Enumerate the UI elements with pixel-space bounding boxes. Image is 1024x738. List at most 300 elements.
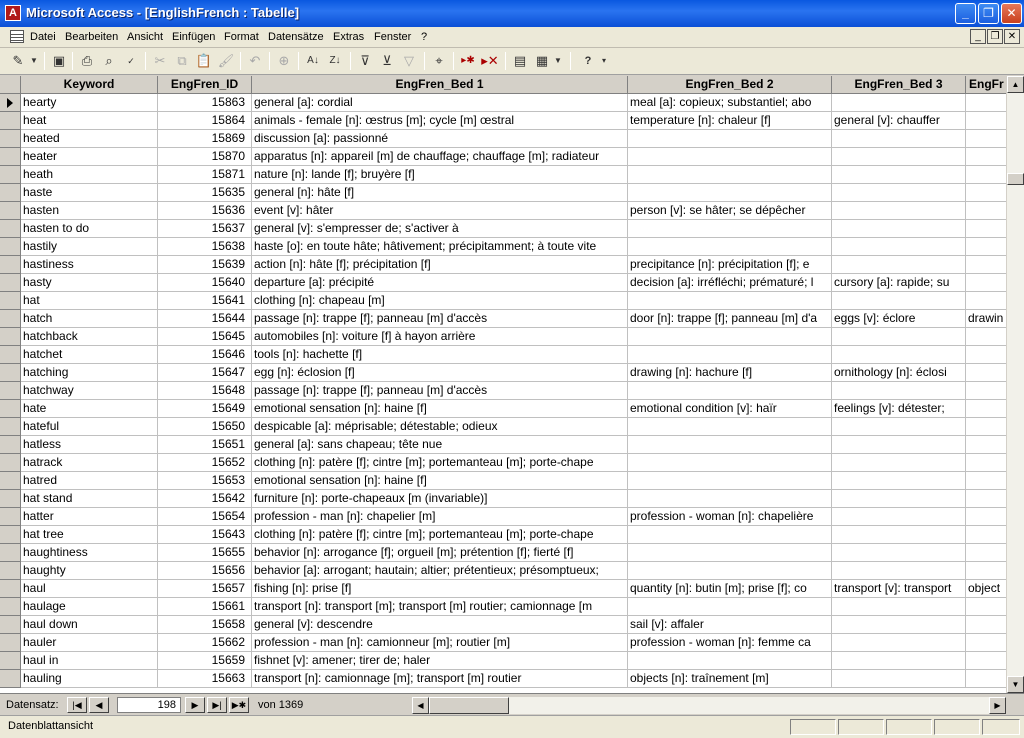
mdi-close-button[interactable]: ✕ <box>1004 29 1020 44</box>
keyword-cell[interactable]: hat <box>21 292 158 310</box>
bed2-cell[interactable] <box>628 544 832 562</box>
table-row[interactable] <box>0 436 1006 454</box>
bed2-cell[interactable] <box>628 562 832 580</box>
table-row[interactable] <box>0 220 1006 238</box>
last-record-button[interactable]: ▶| <box>207 697 227 713</box>
record-selector[interactable] <box>0 256 21 274</box>
bed1-cell[interactable]: nature [n]: lande [f]; bruyère [f] <box>252 166 628 184</box>
id-cell[interactable]: 15871 <box>158 166 252 184</box>
bed1-cell[interactable]: passage [n]: trappe [f]; panneau [m] d'accès <box>252 310 628 328</box>
bed2-cell[interactable] <box>628 184 832 202</box>
bed1-cell[interactable]: discussion [a]: passionné <box>252 130 628 148</box>
bed1-cell[interactable]: general [v]: s'empresser de; s'activer à <box>252 220 628 238</box>
bed1-cell[interactable]: automobiles [n]: voiture [f] à hayon arrière <box>252 328 628 346</box>
table-row[interactable] <box>0 112 1006 130</box>
table-row[interactable] <box>0 166 1006 184</box>
record-selector[interactable] <box>0 508 21 526</box>
bed4-cell[interactable] <box>966 598 1006 616</box>
record-selector[interactable] <box>0 274 21 292</box>
print-icon[interactable]: ⎙ <box>81 53 93 68</box>
table-row[interactable] <box>0 382 1006 400</box>
find-binoculars-icon[interactable]: ⌖ <box>435 53 443 68</box>
record-selector[interactable] <box>0 598 21 616</box>
bed2-cell[interactable] <box>628 490 832 508</box>
table-row[interactable] <box>0 562 1006 580</box>
spelling-icon[interactable]: ✓ <box>127 56 135 66</box>
id-cell[interactable]: 15658 <box>158 616 252 634</box>
id-cell[interactable]: 15654 <box>158 508 252 526</box>
bed1-cell[interactable]: action [n]: hâte [f]; précipitation [f] <box>252 256 628 274</box>
help-icon[interactable]: ? <box>584 55 592 67</box>
menu-bearbeiten[interactable]: Bearbeiten <box>65 31 119 43</box>
record-selector[interactable] <box>0 454 21 472</box>
menu-einfuegen[interactable]: Einfügen <box>172 31 216 43</box>
bed1-cell[interactable]: clothing [n]: patère [f]; cintre [m]; portemanteau [m]; porte-chape <box>252 454 628 472</box>
keyword-cell[interactable]: hatchback <box>21 328 158 346</box>
keyword-cell[interactable]: haste <box>21 184 158 202</box>
record-selector[interactable] <box>0 238 21 256</box>
bed1-cell[interactable]: behavior [n]: arrogance [f]; orgueil [m]; prétention [f]; fierté [f] <box>252 544 628 562</box>
column-header-bed2[interactable]: EngFren_Bed 2 <box>628 76 832 94</box>
bed2-cell[interactable]: temperature [n]: chaleur [f] <box>628 112 832 130</box>
keyword-cell[interactable]: haul in <box>21 652 158 670</box>
bed3-cell[interactable] <box>832 598 966 616</box>
id-cell[interactable]: 15637 <box>158 220 252 238</box>
bed1-cell[interactable]: general [a]: sans chapeau; tête nue <box>252 436 628 454</box>
table-row[interactable] <box>0 310 1006 328</box>
new-record-icon[interactable]: ▸✱ <box>461 55 475 66</box>
menu-fenster[interactable]: Fenster <box>374 31 412 43</box>
bed3-cell[interactable] <box>832 490 966 508</box>
keyword-cell[interactable]: hatless <box>21 436 158 454</box>
minimize-button[interactable]: _ <box>955 3 976 24</box>
keyword-cell[interactable]: haughty <box>21 562 158 580</box>
id-cell[interactable]: 15650 <box>158 418 252 436</box>
bed4-cell[interactable] <box>966 652 1006 670</box>
id-cell[interactable]: 15638 <box>158 238 252 256</box>
id-cell[interactable]: 15662 <box>158 634 252 652</box>
select-all-corner[interactable] <box>0 76 21 94</box>
bed2-cell[interactable]: profession - woman [n]: femme ca <box>628 634 832 652</box>
id-cell[interactable]: 15642 <box>158 490 252 508</box>
column-header-keyword[interactable]: Keyword <box>21 76 158 94</box>
bed1-cell[interactable]: fishing [n]: prise [f] <box>252 580 628 598</box>
format-painter-icon[interactable]: 🖌 <box>217 53 235 68</box>
id-cell[interactable]: 15656 <box>158 562 252 580</box>
bed4-cell[interactable] <box>966 472 1006 490</box>
sort-descending-icon[interactable]: Z↓ <box>329 55 341 66</box>
keyword-cell[interactable]: hastiness <box>21 256 158 274</box>
keyword-cell[interactable]: heat <box>21 112 158 130</box>
scroll-down-button[interactable]: ▼ <box>1007 676 1024 693</box>
bed3-cell[interactable] <box>832 346 966 364</box>
bed2-cell[interactable] <box>628 292 832 310</box>
bed4-cell[interactable] <box>966 562 1006 580</box>
insert-hyperlink-icon[interactable]: ⊕ <box>278 53 290 68</box>
record-selector[interactable] <box>0 400 21 418</box>
bed3-cell[interactable] <box>832 148 966 166</box>
bed3-cell[interactable] <box>832 292 966 310</box>
bed4-cell[interactable] <box>966 418 1006 436</box>
table-row[interactable] <box>0 94 1006 112</box>
bed4-cell[interactable] <box>966 490 1006 508</box>
id-cell[interactable]: 15645 <box>158 328 252 346</box>
record-selector[interactable] <box>0 166 21 184</box>
column-header-engfren-id[interactable]: EngFren_ID <box>158 76 252 94</box>
print-preview-icon[interactable]: ⌕ <box>105 53 113 68</box>
id-cell[interactable]: 15646 <box>158 346 252 364</box>
bed1-cell[interactable]: profession - man [n]: camionneur [m]; routier [m] <box>252 634 628 652</box>
record-selector[interactable] <box>0 652 21 670</box>
keyword-cell[interactable]: hatching <box>21 364 158 382</box>
bed1-cell[interactable]: furniture [n]: porte-chapeaux [m (invariable)] <box>252 490 628 508</box>
keyword-cell[interactable]: hat tree <box>21 526 158 544</box>
table-row[interactable] <box>0 580 1006 598</box>
table-row[interactable] <box>0 490 1006 508</box>
id-cell[interactable]: 15652 <box>158 454 252 472</box>
new-object-dropdown-icon[interactable]: ▼ <box>554 56 562 65</box>
table-row[interactable] <box>0 184 1006 202</box>
menu-datei[interactable]: Datei <box>30 31 56 43</box>
id-cell[interactable]: 15661 <box>158 598 252 616</box>
bed4-cell[interactable] <box>966 220 1006 238</box>
bed2-cell[interactable] <box>628 148 832 166</box>
bed1-cell[interactable]: general [n]: hâte [f] <box>252 184 628 202</box>
bed3-cell[interactable] <box>832 94 966 112</box>
bed4-cell[interactable] <box>966 166 1006 184</box>
bed3-cell[interactable]: ornithology [n]: éclosi <box>832 364 966 382</box>
delete-record-icon[interactable]: ▸✕ <box>481 53 499 68</box>
filter-by-form-icon[interactable]: ⊻ <box>382 53 392 68</box>
mdi-restore-button[interactable]: ❐ <box>987 29 1003 44</box>
bed3-cell[interactable] <box>832 508 966 526</box>
menu-ansicht[interactable]: Ansicht <box>127 31 164 43</box>
bed3-cell[interactable] <box>832 220 966 238</box>
bed3-cell[interactable] <box>832 670 966 688</box>
table-row[interactable] <box>0 148 1006 166</box>
paste-icon[interactable]: 📋 <box>195 53 213 68</box>
keyword-cell[interactable]: hat stand <box>21 490 158 508</box>
record-selector[interactable] <box>0 544 21 562</box>
bed2-cell[interactable] <box>628 328 832 346</box>
record-selector[interactable] <box>0 562 21 580</box>
table-row[interactable] <box>0 130 1006 148</box>
menu-help[interactable]: ? <box>421 31 428 43</box>
id-cell[interactable]: 15655 <box>158 544 252 562</box>
keyword-cell[interactable]: haulage <box>21 598 158 616</box>
keyword-cell[interactable]: haul down <box>21 616 158 634</box>
cut-icon[interactable]: ✂ <box>154 53 166 68</box>
bed4-cell[interactable] <box>966 256 1006 274</box>
bed2-cell[interactable] <box>628 652 832 670</box>
id-cell[interactable]: 15643 <box>158 526 252 544</box>
id-cell[interactable]: 15863 <box>158 94 252 112</box>
bed2-cell[interactable] <box>628 598 832 616</box>
scroll-up-button[interactable]: ▲ <box>1007 76 1024 93</box>
record-selector[interactable] <box>0 490 21 508</box>
bed1-cell[interactable]: despicable [a]: méprisable; détestable; odieux <box>252 418 628 436</box>
bed2-cell[interactable] <box>628 454 832 472</box>
record-selector[interactable] <box>0 130 21 148</box>
vertical-scrollbar[interactable] <box>1006 76 1024 693</box>
first-record-button[interactable]: |◀ <box>67 697 87 713</box>
scroll-right-button[interactable]: ▶ <box>989 697 1006 714</box>
id-cell[interactable]: 15657 <box>158 580 252 598</box>
bed2-cell[interactable] <box>628 472 832 490</box>
table-row[interactable] <box>0 202 1006 220</box>
keyword-cell[interactable]: hatchet <box>21 346 158 364</box>
table-row[interactable] <box>0 256 1006 274</box>
record-selector[interactable] <box>0 382 21 400</box>
id-cell[interactable]: 15649 <box>158 400 252 418</box>
bed2-cell[interactable]: quantity [n]: butin [m]; prise [f]; co <box>628 580 832 598</box>
vertical-scroll-thumb[interactable] <box>1007 173 1024 185</box>
bed2-cell[interactable]: objects [n]: traînement [m] <box>628 670 832 688</box>
table-row[interactable] <box>0 364 1006 382</box>
table-row[interactable] <box>0 346 1006 364</box>
table-window-icon[interactable] <box>10 30 24 43</box>
bed3-cell[interactable]: eggs [v]: éclore <box>832 310 966 328</box>
bed2-cell[interactable] <box>628 436 832 454</box>
column-header-bed1[interactable]: EngFren_Bed 1 <box>252 76 628 94</box>
bed4-cell[interactable] <box>966 526 1006 544</box>
bed3-cell[interactable] <box>832 544 966 562</box>
bed2-cell[interactable] <box>628 526 832 544</box>
bed4-cell[interactable] <box>966 670 1006 688</box>
id-cell[interactable]: 15651 <box>158 436 252 454</box>
bed2-cell[interactable]: emotional condition [v]: haïr <box>628 400 832 418</box>
id-cell[interactable]: 15870 <box>158 148 252 166</box>
record-selector[interactable] <box>0 310 21 328</box>
table-row[interactable] <box>0 274 1006 292</box>
record-selector[interactable] <box>0 202 21 220</box>
bed2-cell[interactable]: precipitance [n]: précipitation [f]; e <box>628 256 832 274</box>
keyword-cell[interactable]: hatred <box>21 472 158 490</box>
record-selector[interactable] <box>0 112 21 130</box>
mdi-minimize-button[interactable]: _ <box>970 29 986 44</box>
keyword-cell[interactable]: hatter <box>21 508 158 526</box>
bed4-cell[interactable] <box>966 94 1006 112</box>
restore-button[interactable]: ❐ <box>978 3 999 24</box>
bed4-cell[interactable] <box>966 454 1006 472</box>
next-record-button[interactable]: ▶ <box>185 697 205 713</box>
bed1-cell[interactable]: emotional sensation [n]: haine [f] <box>252 400 628 418</box>
bed4-cell[interactable] <box>966 184 1006 202</box>
bed1-cell[interactable]: animals - female [n]: œstrus [m]; cycle [m] œstral <box>252 112 628 130</box>
menu-extras[interactable]: Extras <box>333 31 365 43</box>
bed4-cell[interactable] <box>966 616 1006 634</box>
bed3-cell[interactable] <box>832 256 966 274</box>
bed4-cell[interactable]: object <box>966 580 1006 598</box>
access-key-icon[interactable]: A <box>5 5 21 21</box>
bed1-cell[interactable]: event [v]: hâter <box>252 202 628 220</box>
record-selector[interactable] <box>0 634 21 652</box>
bed1-cell[interactable]: haste [o]: en toute hâte; hâtivement; précipitamment; à toute vite <box>252 238 628 256</box>
bed1-cell[interactable]: behavior [a]: arrogant; hautain; altier; prétentieux; présomptueux; <box>252 562 628 580</box>
record-selector[interactable] <box>0 418 21 436</box>
table-row[interactable] <box>0 544 1006 562</box>
bed2-cell[interactable] <box>628 166 832 184</box>
id-cell[interactable]: 15647 <box>158 364 252 382</box>
keyword-cell[interactable]: heath <box>21 166 158 184</box>
bed2-cell[interactable]: profession - woman [n]: chapelière <box>628 508 832 526</box>
table-row[interactable] <box>0 508 1006 526</box>
bed3-cell[interactable] <box>832 328 966 346</box>
id-cell[interactable]: 15644 <box>158 310 252 328</box>
bed3-cell[interactable] <box>832 454 966 472</box>
bed1-cell[interactable]: tools [n]: hachette [f] <box>252 346 628 364</box>
record-selector[interactable] <box>0 436 21 454</box>
bed1-cell[interactable]: clothing [n]: patère [f]; cintre [m]; portemanteau [m]; porte-chape <box>252 526 628 544</box>
bed1-cell[interactable]: departure [a]: précipité <box>252 274 628 292</box>
toolbar-options-icon[interactable]: ▾ <box>601 56 606 65</box>
id-cell[interactable]: 15659 <box>158 652 252 670</box>
new-record-nav-button[interactable]: ▶✱ <box>229 697 249 713</box>
bed3-cell[interactable] <box>832 472 966 490</box>
bed4-cell[interactable] <box>966 130 1006 148</box>
table-row[interactable] <box>0 400 1006 418</box>
bed1-cell[interactable]: passage [n]: trappe [f]; panneau [m] d'accès <box>252 382 628 400</box>
table-row[interactable] <box>0 634 1006 652</box>
record-selector[interactable] <box>0 364 21 382</box>
bed4-cell[interactable] <box>966 436 1006 454</box>
bed3-cell[interactable] <box>832 418 966 436</box>
table-row[interactable] <box>0 418 1006 436</box>
table-row[interactable] <box>0 598 1006 616</box>
bed4-cell[interactable] <box>966 328 1006 346</box>
keyword-cell[interactable]: hatchway <box>21 382 158 400</box>
id-cell[interactable]: 15639 <box>158 256 252 274</box>
table-row[interactable] <box>0 454 1006 472</box>
table-row[interactable] <box>0 328 1006 346</box>
bed2-cell[interactable] <box>628 418 832 436</box>
keyword-cell[interactable]: hatch <box>21 310 158 328</box>
previous-record-button[interactable]: ◀ <box>89 697 109 713</box>
bed3-cell[interactable] <box>832 202 966 220</box>
record-selector[interactable] <box>0 148 21 166</box>
table-row[interactable] <box>0 292 1006 310</box>
bed4-cell[interactable] <box>966 382 1006 400</box>
column-header-bed4[interactable]: EngFr <box>966 76 1006 94</box>
bed3-cell[interactable]: feelings [v]: détester; <box>832 400 966 418</box>
id-cell[interactable]: 15640 <box>158 274 252 292</box>
bed2-cell[interactable] <box>628 346 832 364</box>
keyword-cell[interactable]: heater <box>21 148 158 166</box>
record-selector[interactable] <box>0 292 21 310</box>
bed3-cell[interactable] <box>832 166 966 184</box>
bed3-cell[interactable]: cursory [a]: rapide; su <box>832 274 966 292</box>
bed2-cell[interactable]: meal [a]: copieux; substantiel; abo <box>628 94 832 112</box>
id-cell[interactable]: 15653 <box>158 472 252 490</box>
bed3-cell[interactable] <box>832 184 966 202</box>
bed2-cell[interactable]: door [n]: trappe [f]; panneau [m] d'a <box>628 310 832 328</box>
record-selector[interactable] <box>0 580 21 598</box>
filter-by-selection-icon[interactable]: ⊽ <box>360 53 370 68</box>
record-selector[interactable] <box>0 472 21 490</box>
database-window-icon[interactable]: ▤ <box>513 53 527 68</box>
keyword-cell[interactable]: heated <box>21 130 158 148</box>
keyword-cell[interactable]: hateful <box>21 418 158 436</box>
save-icon[interactable]: ▣ <box>52 53 66 68</box>
bed1-cell[interactable]: fishnet [v]: amener; tirer de; haler <box>252 652 628 670</box>
bed4-cell[interactable] <box>966 202 1006 220</box>
bed2-cell[interactable]: decision [a]: irréfléchi; prématuré; l <box>628 274 832 292</box>
view-design-icon[interactable]: ✎ <box>12 53 24 68</box>
keyword-cell[interactable]: hauling <box>21 670 158 688</box>
table-row[interactable] <box>0 472 1006 490</box>
bed1-cell[interactable]: emotional sensation [n]: haine [f] <box>252 472 628 490</box>
keyword-cell[interactable]: hatrack <box>21 454 158 472</box>
undo-icon[interactable]: ↶ <box>249 53 261 68</box>
bed4-cell[interactable] <box>966 544 1006 562</box>
close-button[interactable]: ✕ <box>1001 3 1022 24</box>
id-cell[interactable]: 15641 <box>158 292 252 310</box>
record-selector[interactable] <box>0 346 21 364</box>
view-dropdown-icon[interactable]: ▼ <box>30 56 38 65</box>
bed3-cell[interactable] <box>832 436 966 454</box>
horizontal-scroll-thumb[interactable] <box>429 697 509 714</box>
id-cell[interactable]: 15635 <box>158 184 252 202</box>
bed4-cell[interactable] <box>966 274 1006 292</box>
id-cell[interactable]: 15648 <box>158 382 252 400</box>
column-header-bed3[interactable]: EngFren_Bed 3 <box>832 76 966 94</box>
bed3-cell[interactable] <box>832 382 966 400</box>
bed3-cell[interactable]: transport [v]: transport <box>832 580 966 598</box>
bed3-cell[interactable] <box>832 238 966 256</box>
id-cell[interactable]: 15864 <box>158 112 252 130</box>
apply-filter-icon[interactable]: ▽ <box>404 53 414 68</box>
keyword-cell[interactable]: hasten <box>21 202 158 220</box>
table-row[interactable] <box>0 652 1006 670</box>
bed4-cell[interactable] <box>966 400 1006 418</box>
keyword-cell[interactable]: hasten to do <box>21 220 158 238</box>
table-row[interactable] <box>0 616 1006 634</box>
bed3-cell[interactable] <box>832 130 966 148</box>
sort-ascending-icon[interactable]: A↓ <box>307 55 319 66</box>
record-selector[interactable] <box>0 670 21 688</box>
keyword-cell[interactable]: hearty <box>21 94 158 112</box>
id-cell[interactable]: 15636 <box>158 202 252 220</box>
bed3-cell[interactable] <box>832 634 966 652</box>
keyword-cell[interactable]: hauler <box>21 634 158 652</box>
bed2-cell[interactable] <box>628 238 832 256</box>
bed1-cell[interactable]: general [v]: descendre <box>252 616 628 634</box>
bed4-cell[interactable] <box>966 508 1006 526</box>
current-record-field[interactable]: 198 <box>117 697 181 713</box>
bed3-cell[interactable] <box>832 526 966 544</box>
bed4-cell[interactable] <box>966 148 1006 166</box>
bed1-cell[interactable]: profession - man [n]: chapelier [m] <box>252 508 628 526</box>
bed1-cell[interactable]: clothing [n]: chapeau [m] <box>252 292 628 310</box>
record-selector[interactable] <box>0 184 21 202</box>
bed2-cell[interactable]: person [v]: se hâter; se dépêcher <box>628 202 832 220</box>
table-row[interactable] <box>0 526 1006 544</box>
keyword-cell[interactable]: hasty <box>21 274 158 292</box>
bed1-cell[interactable]: general [a]: cordial <box>252 94 628 112</box>
bed1-cell[interactable]: apparatus [n]: appareil [m] de chauffage; chauffage [m]; radiateur <box>252 148 628 166</box>
bed2-cell[interactable]: sail [v]: affaler <box>628 616 832 634</box>
id-cell[interactable]: 15869 <box>158 130 252 148</box>
record-selector[interactable] <box>0 328 21 346</box>
id-cell[interactable]: 15663 <box>158 670 252 688</box>
record-selector[interactable] <box>0 220 21 238</box>
bed4-cell[interactable] <box>966 364 1006 382</box>
copy-icon[interactable]: ⧉ <box>177 53 187 68</box>
bed3-cell[interactable] <box>832 616 966 634</box>
bed1-cell[interactable]: egg [n]: éclosion [f] <box>252 364 628 382</box>
horizontal-scrollbar[interactable] <box>412 697 1006 714</box>
bed3-cell[interactable]: general [v]: chauffer <box>832 112 966 130</box>
